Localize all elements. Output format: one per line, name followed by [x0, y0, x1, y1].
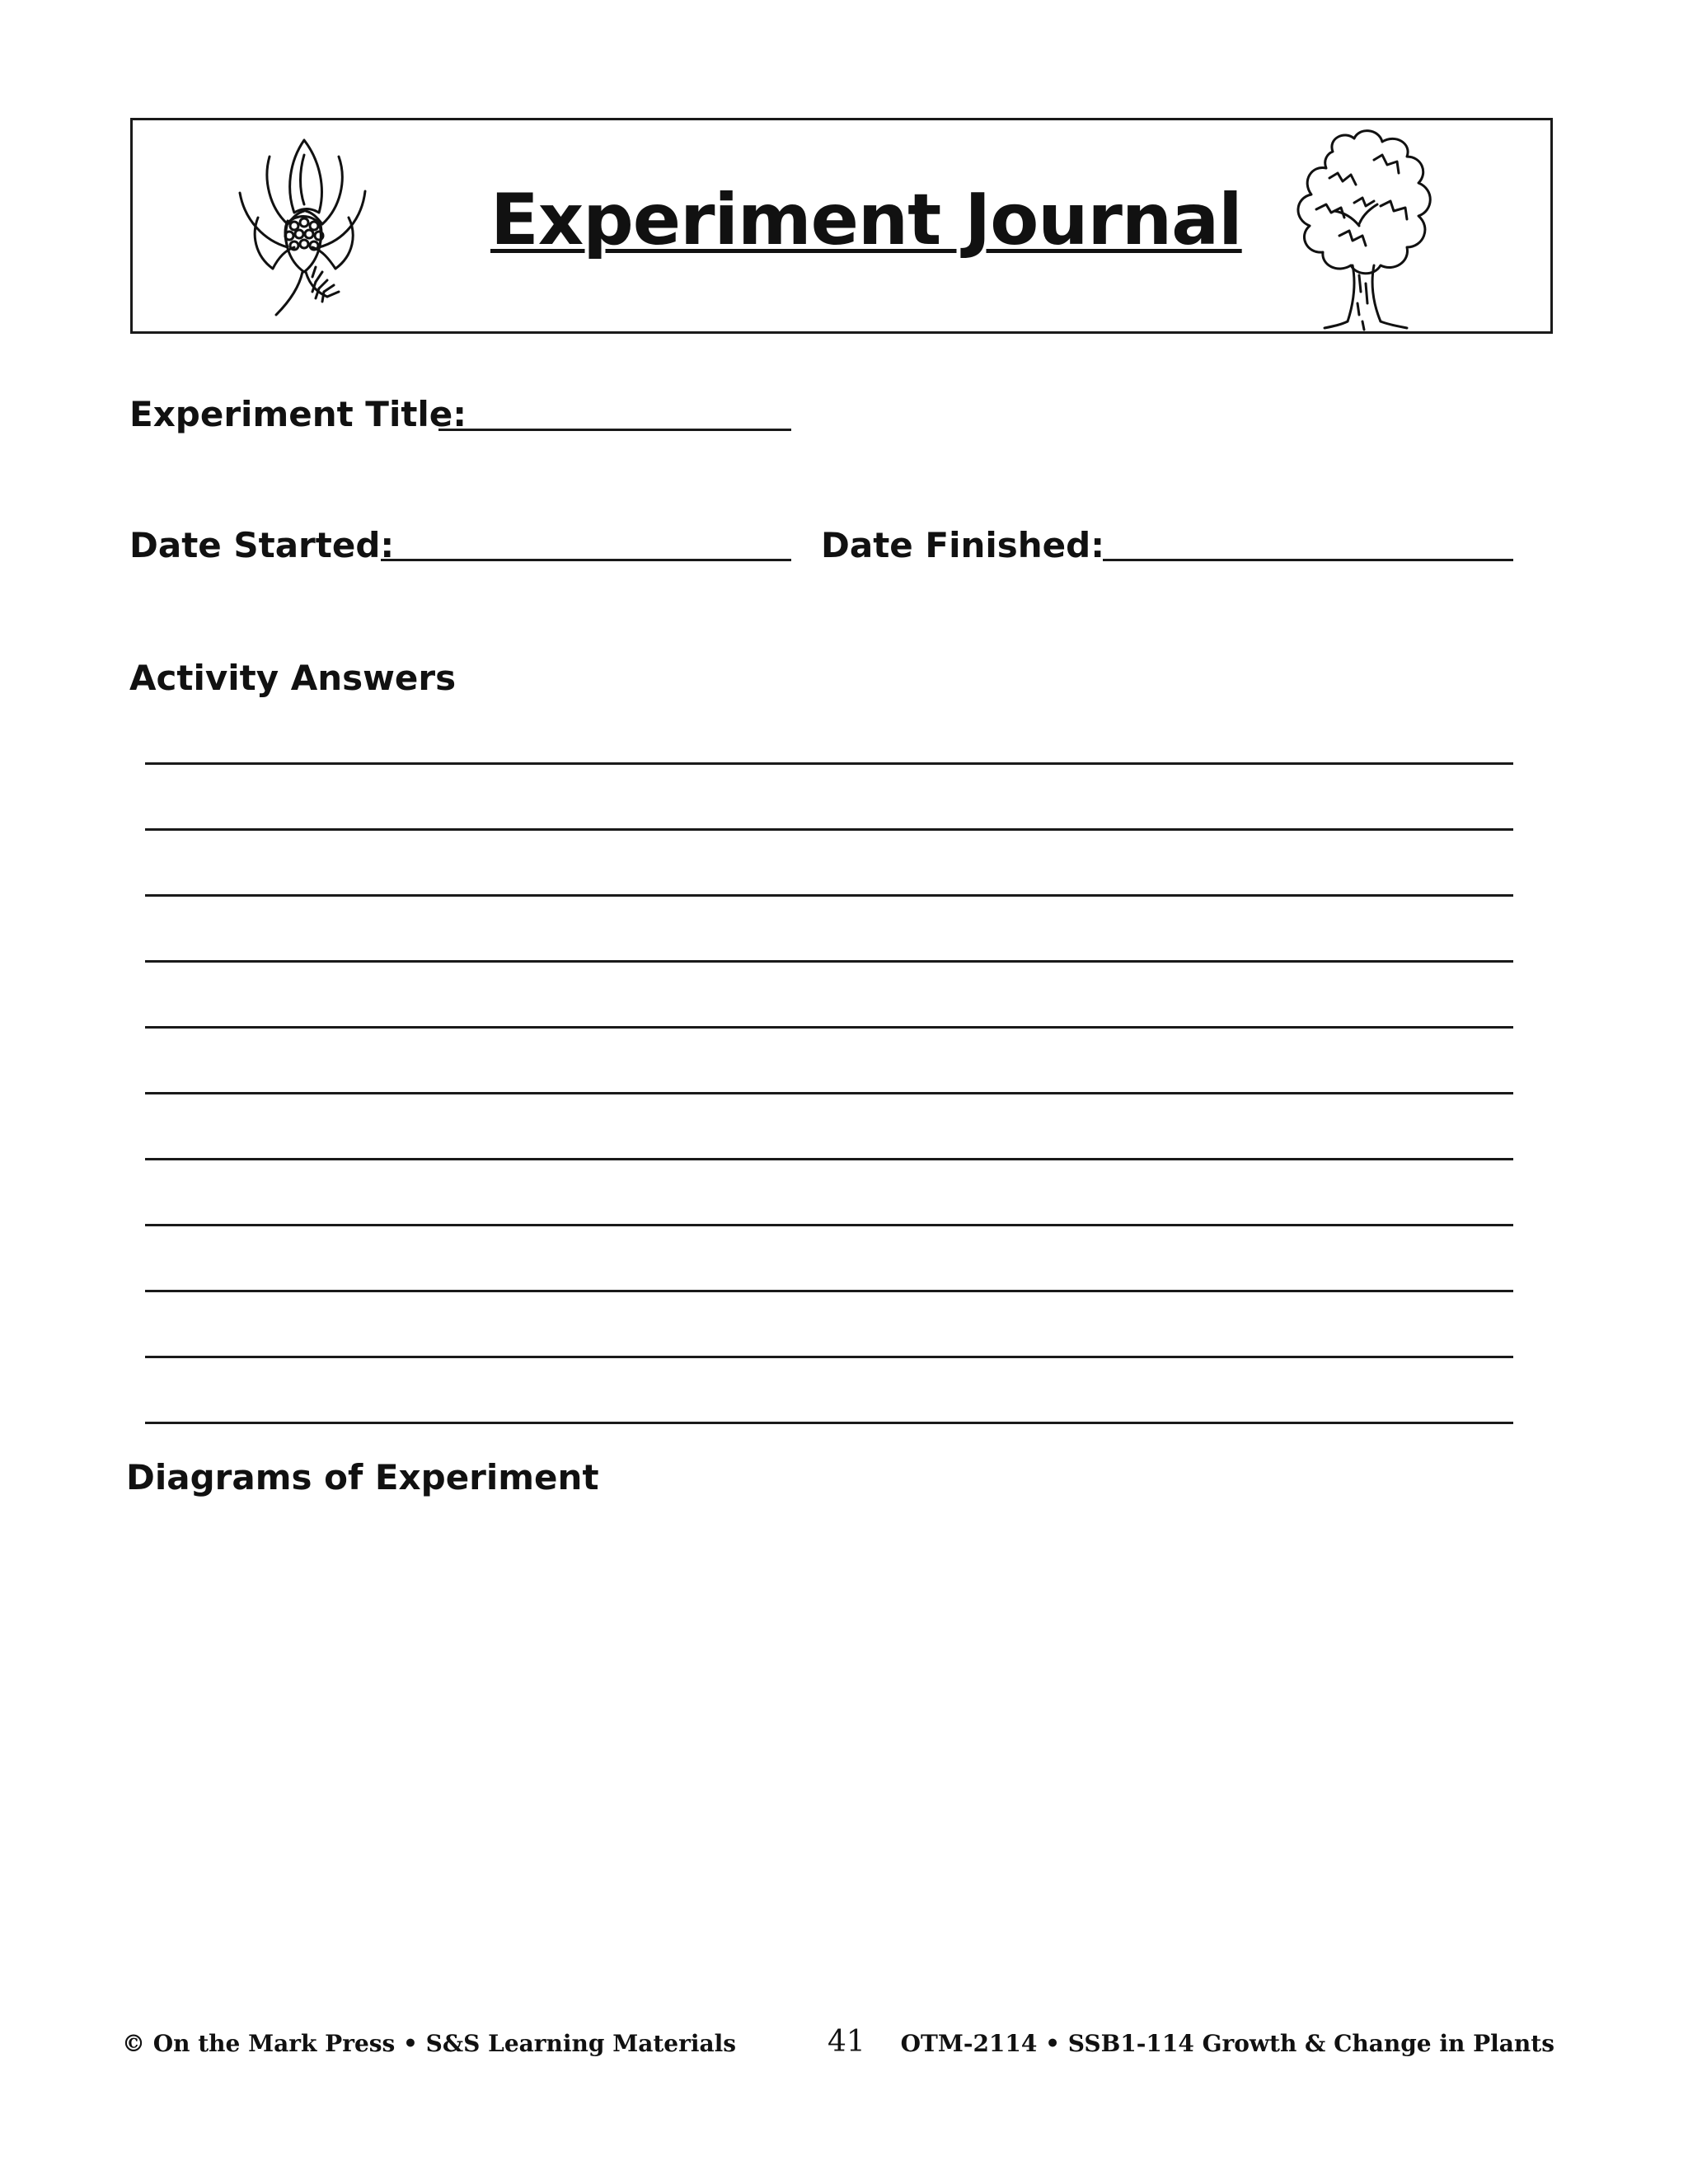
- page-title: Experiment Journal: [490, 179, 1242, 261]
- date-finished-label: Date Finished:: [821, 525, 1105, 565]
- answer-line[interactable]: [145, 965, 1513, 1029]
- tree-illustration-icon: [1283, 127, 1445, 331]
- answer-line[interactable]: [145, 833, 1513, 897]
- answer-line[interactable]: [145, 767, 1513, 831]
- answer-line[interactable]: [145, 1163, 1513, 1226]
- page-number: 41: [828, 2025, 865, 2059]
- experiment-title-label: Experiment Title:: [129, 394, 467, 434]
- answer-line[interactable]: [145, 1031, 1513, 1094]
- answer-line[interactable]: [145, 1295, 1513, 1358]
- diagram-drawing-area[interactable]: [130, 1516, 1553, 1978]
- date-finished-field[interactable]: [1103, 559, 1513, 561]
- experiment-title-field[interactable]: [438, 429, 791, 431]
- answer-line[interactable]: [145, 899, 1513, 963]
- title-banner: [130, 118, 1553, 334]
- footer-publisher: © On the Mark Press • S&S Learning Materials: [122, 2030, 737, 2057]
- date-started-label: Date Started:: [129, 525, 395, 565]
- activity-answers-heading: Activity Answers: [129, 658, 457, 698]
- activity-answer-lines: [145, 762, 1513, 1427]
- flower-illustration-icon: [233, 132, 373, 320]
- answer-line[interactable]: [145, 762, 1513, 765]
- answer-line[interactable]: [145, 1361, 1513, 1424]
- answer-line[interactable]: [145, 1229, 1513, 1292]
- diagrams-heading: Diagrams of Experiment: [126, 1457, 599, 1497]
- footer-product-code: OTM-2114 • SSB1-114 Growth & Change in Plants: [900, 2030, 1554, 2057]
- date-started-field[interactable]: [381, 559, 791, 561]
- answer-line[interactable]: [145, 1097, 1513, 1160]
